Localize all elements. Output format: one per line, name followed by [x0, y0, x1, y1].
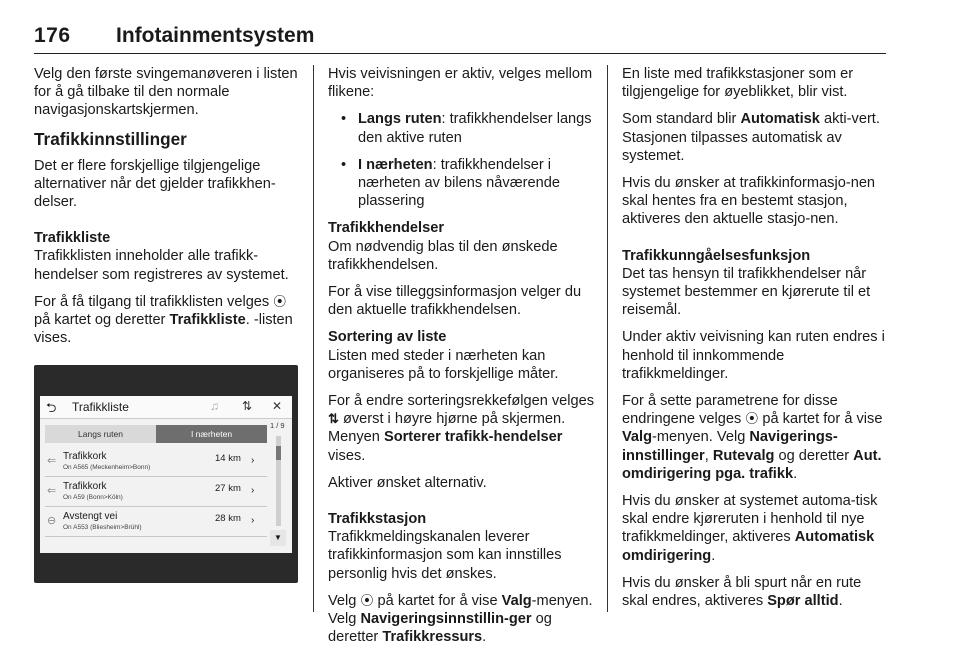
sort-icon: ⇅: [328, 411, 339, 427]
warning-icon: ⇐: [47, 455, 57, 467]
paragraph: [622, 110, 888, 165]
text-run: og deretter: [774, 447, 854, 464]
paragraph: Under aktiv veivisning kan ruten endres i henhold til innkommende trafikkmeldinger.: [622, 329, 885, 382]
text-run: For å sette parametrene for disse endringene velges: [622, 393, 838, 428]
text-run: .: [711, 547, 716, 564]
column-3: [622, 65, 888, 619]
list-item: [328, 110, 596, 146]
menu-term: Navigeringsinnstillin-ger: [360, 611, 532, 628]
paragraph: For å vise tilleggsinformasjon velger du den aktuelle trafikkhendelsen.: [328, 284, 582, 319]
event-distance: 28 km: [215, 513, 241, 524]
text-run: akti-vert. Stasjonen tilpasses automatisk av systemet.: [622, 111, 880, 164]
list-item: [45, 448, 267, 477]
subsection-heading: Trafikkunngåelsesfunksjon: [622, 247, 811, 264]
back-icon: ⮌: [46, 400, 57, 415]
text-run: .: [793, 465, 798, 482]
menu-term: Automatisk omdirigering: [622, 529, 875, 564]
close-icon: ✕: [272, 399, 283, 413]
target-icon: ⦿: [745, 411, 759, 427]
chevron-right-icon: ›: [251, 515, 255, 526]
sort-icon: ⇅: [242, 399, 253, 413]
event-distance: 14 km: [215, 453, 241, 464]
screen-title-bar: [40, 396, 292, 419]
event-title: Avstengt vei: [63, 511, 118, 522]
text-run: . -listen vises.: [34, 312, 293, 347]
paragraph: [622, 392, 888, 483]
text-run: og deretter: [328, 611, 552, 646]
warning-icon: ⇐: [47, 485, 57, 497]
subsection-heading: Trafikkliste: [34, 230, 111, 247]
column-divider: [313, 65, 314, 612]
text-run: på kartet og deretter: [34, 312, 170, 329]
menu-term: Valg: [622, 429, 653, 446]
text-run: øverst i høyre hjørne på skjermen. Menyen: [328, 411, 566, 446]
text-run: ,: [704, 447, 713, 464]
text-run: vises.: [328, 447, 366, 464]
column-divider: [607, 65, 608, 612]
text-run: : trafikkhendelser langs den aktive ruten: [358, 111, 592, 146]
text-run: Hvis du ønsker at systemet automa-tisk skal endre kjøreruten i henhold til nye trafikkmeldinger, aktiveres: [622, 493, 878, 546]
paragraph: Trafikkmeldingskanalen leverer trafikkinformasjon som kan innstilles personlig hvis det ønskes.: [328, 529, 562, 582]
event-road: On A59 (Bonn>Köln): [63, 494, 123, 501]
event-distance: 27 km: [215, 483, 241, 494]
paragraph: [622, 492, 888, 565]
paragraph: [328, 392, 596, 465]
page-title: Infotainmentsystem: [116, 24, 315, 47]
list-item: [328, 156, 596, 211]
menu-term: Trafikkliste: [169, 312, 246, 329]
paragraph: Det tas hensyn til trafikkhendelser når systemet bestemmer en kjørerute til et reisemål.: [622, 265, 871, 319]
chevron-right-icon: ›: [251, 455, 255, 466]
event-title: Trafikkork: [63, 481, 107, 492]
screen: [40, 396, 292, 553]
no-entry-icon: ⊖: [47, 515, 57, 527]
list-item: [45, 508, 267, 537]
spacer: [34, 220, 306, 229]
traffic-list-screenshot: [34, 365, 298, 583]
text-run: Som standard blir: [622, 111, 741, 128]
paragraph: Aktiver ønsket alternativ.: [328, 474, 487, 491]
column-2: [328, 65, 596, 655]
list-item: [45, 478, 267, 507]
paragraph: [328, 592, 596, 647]
paragraph: Om nødvendig blas til den ønskede trafikkhendelsen.: [328, 238, 558, 273]
tab-bar: [45, 425, 267, 443]
scroll-thumb: [276, 446, 281, 460]
text-run: For å endre sorteringsrekkefølgen velges: [328, 393, 595, 410]
page-number: 176: [34, 24, 71, 47]
menu-term: Trafikkressurs: [382, 629, 483, 646]
spacer: [328, 501, 596, 510]
menu-term: Spør alltid: [767, 593, 839, 610]
text-run: Velg: [328, 592, 361, 609]
menu-term: Automatisk: [740, 111, 820, 128]
subsection-heading: Trafikkhendelser: [328, 220, 444, 237]
menu-term: Valg: [501, 592, 532, 609]
paragraph: Trafikklisten inneholder alle trafikk-hendelser som registreres av systemet.: [34, 248, 289, 283]
tab-options-list: [328, 110, 596, 210]
paragraph: Hvis veivisningen er aktiv, velges mellom flikene:: [328, 66, 593, 101]
paragraph: Listen med steder i nærheten kan organiseres på to forskjellige måter.: [328, 347, 559, 382]
chevron-right-icon: ›: [251, 485, 255, 496]
target-icon: ⦿: [273, 293, 287, 309]
text-run: : trafikkhendelser i nærheten av bilens nåværende plassering: [358, 156, 561, 210]
page-header: [34, 24, 886, 54]
menu-term: Langs ruten: [358, 111, 442, 128]
target-icon: ⦿: [360, 592, 374, 608]
menu-term: Sorterer trafikk-hendelser: [383, 429, 563, 446]
menu-term: I nærheten: [358, 156, 433, 173]
paragraph: Velg den første svingemanøveren i listen for å gå tilbake til den normale navigasjonskartskjermen.: [34, 66, 298, 119]
text-run: .: [482, 629, 487, 646]
column-1: [34, 65, 306, 356]
screen-title: Trafikkliste: [72, 400, 129, 414]
music-icon: ♫: [210, 399, 219, 413]
menu-term: Rutevalg: [712, 447, 775, 464]
tab-nearby: I nærheten: [156, 425, 267, 443]
text-run: -menyen. Velg: [652, 429, 750, 446]
text-run: på kartet for å vise: [373, 592, 502, 609]
spacer: [622, 238, 888, 247]
text-run: -menyen. Velg: [328, 592, 593, 628]
subsection-heading: Sortering av liste: [328, 329, 447, 346]
event-title: Trafikkork: [63, 451, 107, 462]
event-road: On A565 (Meckenheim>Bonn): [63, 464, 151, 471]
page-indicator: 1 / 9: [270, 421, 285, 430]
scroll-down-icon: ▼: [270, 530, 286, 546]
section-heading: Trafikkinnstillinger: [34, 128, 187, 149]
paragraph: Hvis du ønsker at trafikkinformasjo-nen skal hentes fra en bestemt stasjon, aktiveres den aktuelle stasjo-nen.: [622, 175, 876, 228]
event-road: On A553 (Bliesheim>Brühl): [63, 524, 142, 531]
subsection-heading: Trafikkstasjon: [328, 511, 427, 528]
menu-term: Navigerings-innstillinger: [622, 429, 838, 464]
paragraph: [34, 293, 306, 348]
text-run: Hvis du ønsker å bli spurt når en rute skal endres, aktiveres: [622, 574, 862, 610]
tab-route: Langs ruten: [45, 425, 156, 443]
paragraph: Det er flere forskjellige tilgjengelige alternativer når det gjelder trafikkhen-delser.: [34, 157, 276, 211]
text-run: på kartet for å vise: [758, 411, 883, 428]
text-run: .: [838, 593, 843, 610]
menu-term: Aut. omdirigering pga. trafikk: [622, 447, 882, 482]
paragraph: En liste med trafikkstasjoner som er tilgjengelige for øyeblikket, blir vist.: [622, 66, 854, 101]
text-run: For å få tilgang til trafikklisten velges: [34, 293, 274, 310]
paragraph: [622, 574, 888, 610]
